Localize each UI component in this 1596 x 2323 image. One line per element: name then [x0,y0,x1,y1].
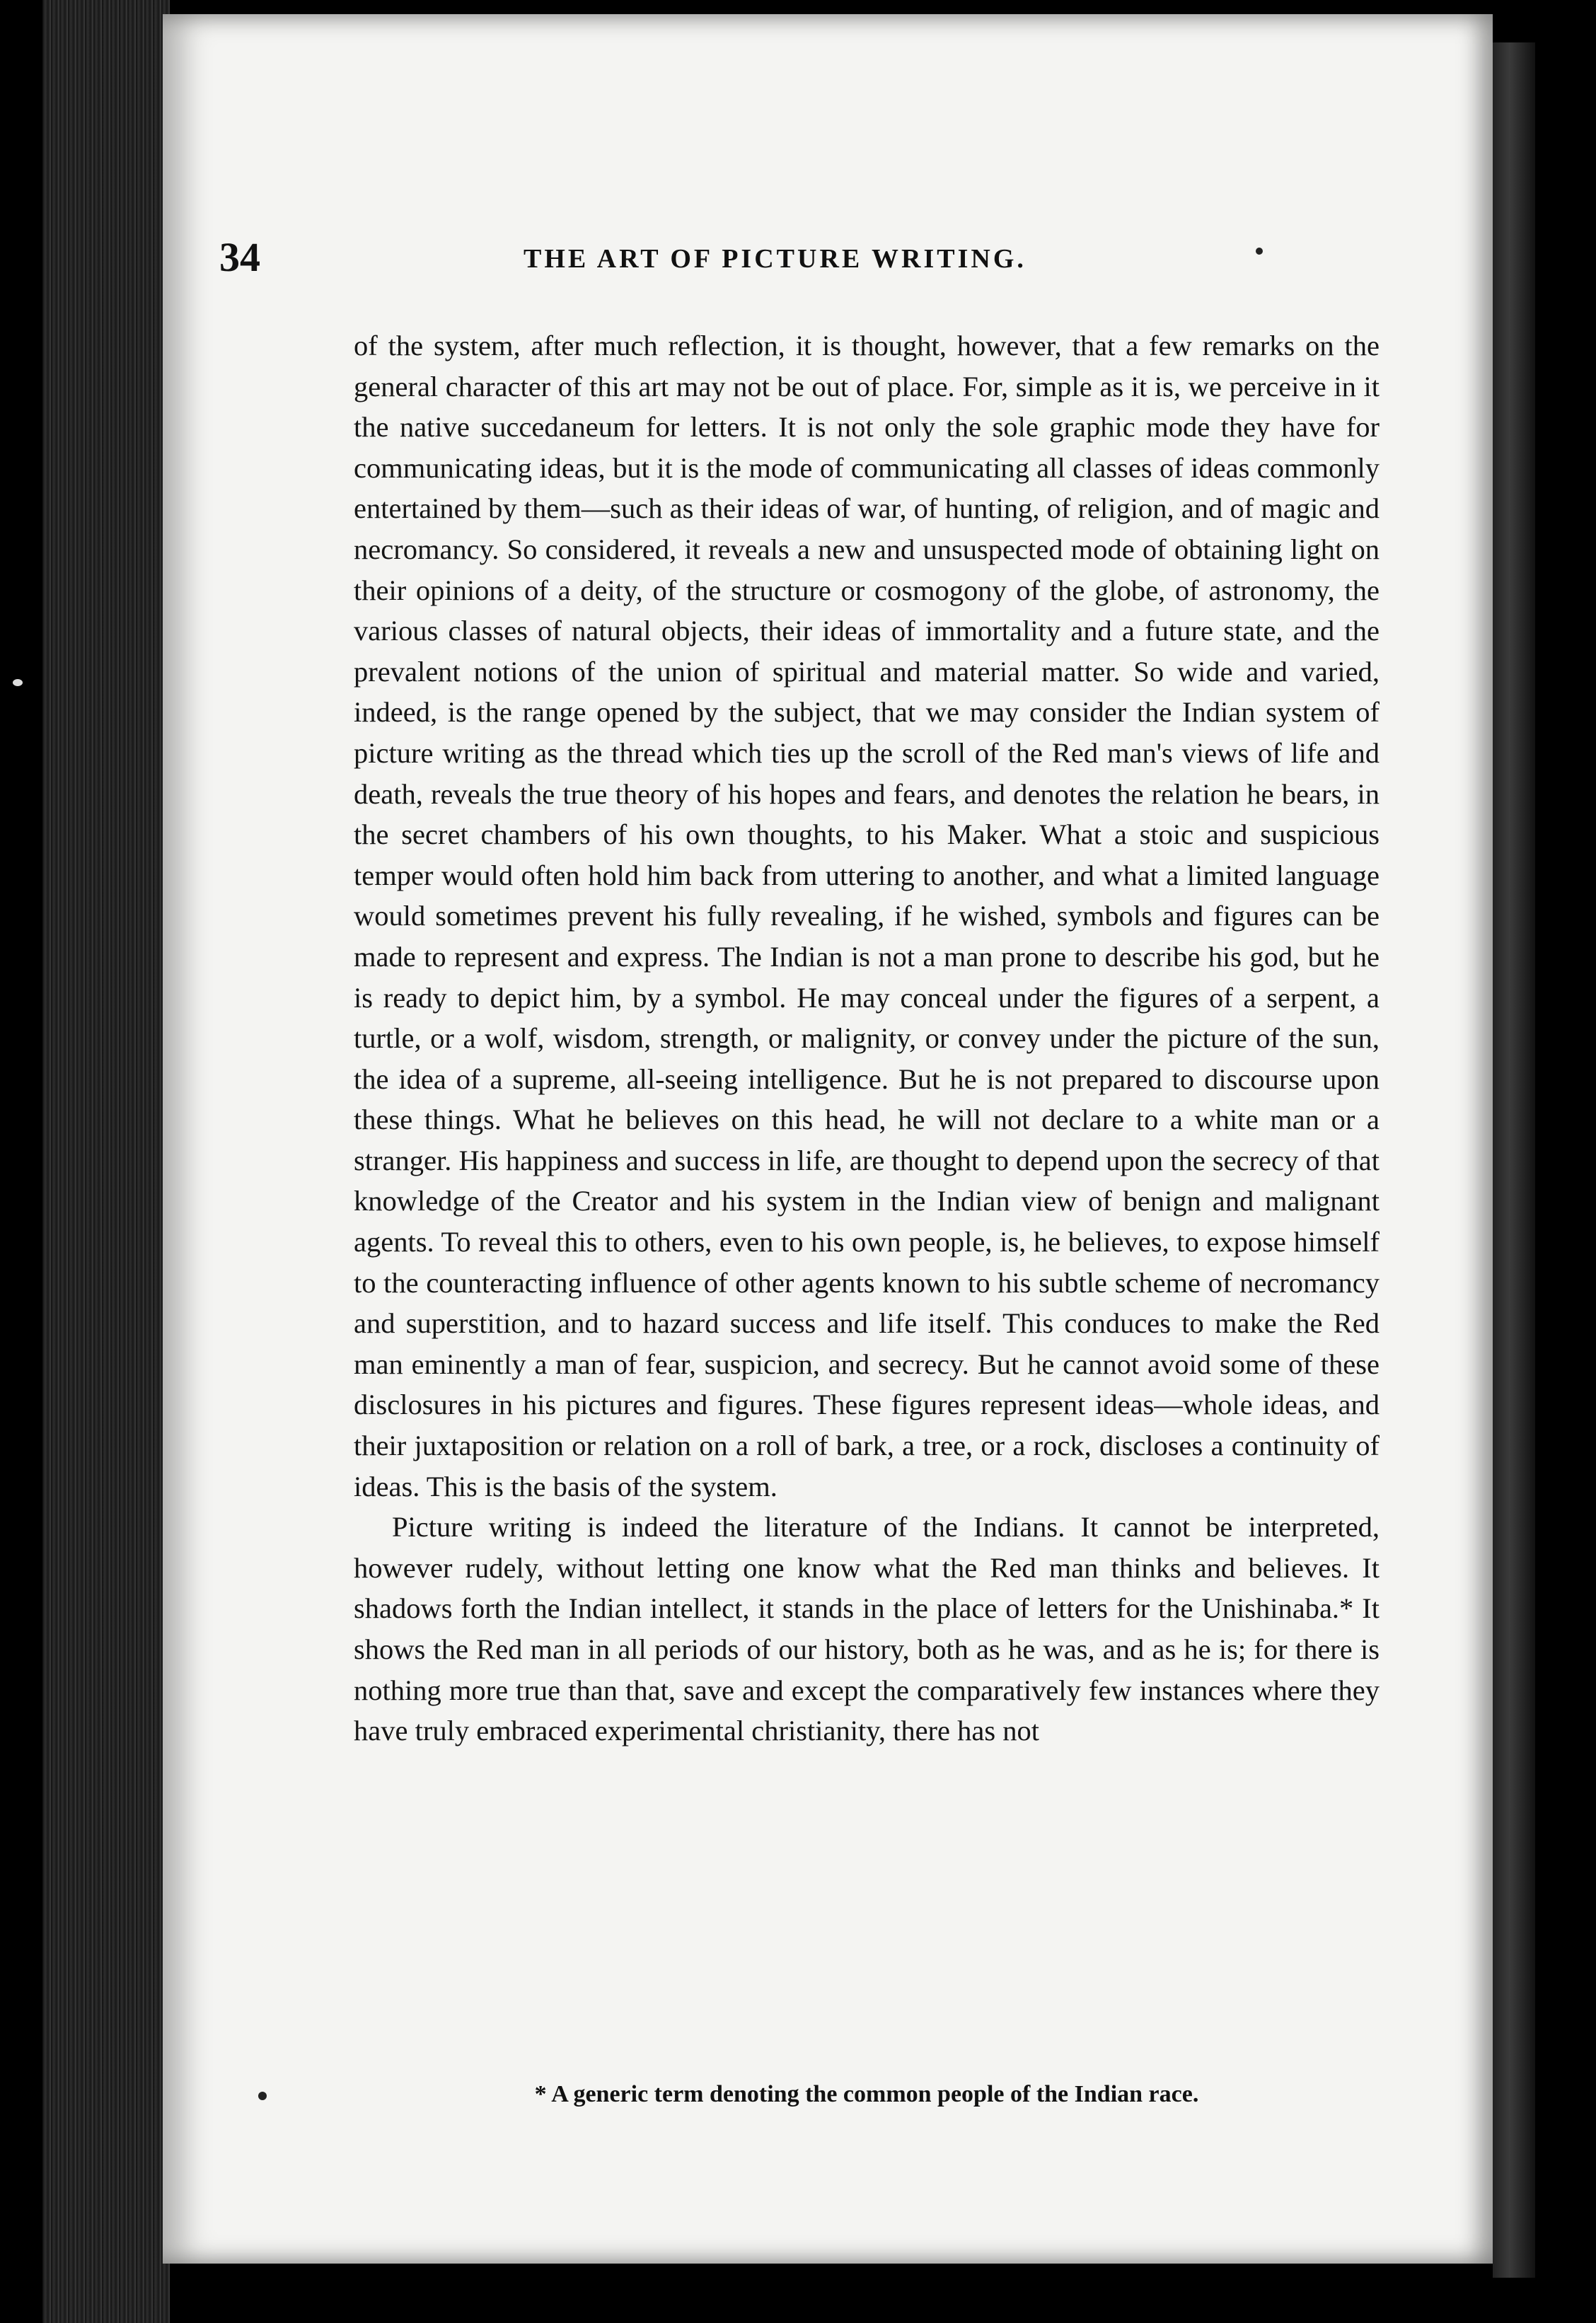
running-head: THE ART OF PICTURE WRITING. [524,244,1027,274]
dust-speck [1256,248,1263,255]
paragraph-1: of the system, after much reflection, it is thought, however, that a few remarks on the general character of this art may not be out of place. For, simple as it is, we perceive in it the native succedaneum for letters. It is not only the sole graphic mode they have for communicating ideas, but it is the mode of communicating all classes of ideas commonly entertained by them—such as their ideas of war, of hunting, of religion, and of magic and necromancy. So considered, it reveals a new and unsuspected mode of obtaining light on their opinions of a deity, of the structure or cosmogony of the globe, of astronomy, the various classes of natural objects, their ideas of immortality and a future state, and the prevalent notions of the union of spiritual and material matter. So wide and varied, indeed, is the range opened by the subject, that we may consider the Indian system of picture writing as the thread which ties up the scroll of the Red man's views of life and death, reveals the true theory of his hopes and fears, and denotes the relation he bears, in the secret chambers of his own thoughts, to his Maker. What a stoic and suspicious temper would often hold him back from uttering to another, and what a limited language would sometimes prevent his fully revealing, if he wished, symbols and figures can be made to represent and express. The Indian is not a man prone to describe his god, but he is ready to depict him, by a symbol. He may conceal under the figures of a serpent, a turtle, or a wolf, wisdom, strength, or malignity, or convey under the picture of the sun, the idea of a supreme, all-seeing intelligence. But he is not prepared to discourse upon these things. What he believes on this head, he will not declare to a white man or a stranger. His happiness and success in life, are thought to depend upon the secrecy of that knowledge of the Creator and his system in the Indian view of benign and malignant agents. To reveal this to others, even to his own people, is, he believes, to expose himself to the counteracting influence of other agents known to his subtle scheme of necromancy and superstition, and to hazard success and life itself. This conduces to make the Red man eminently a man of fear, suspicion, and secrecy. But he cannot avoid some of these disclosures in his pictures and figures. These figures represent ideas—whole ideas, and their juxtaposition or relation on a roll of bark, a tree, or a rock, discloses a continuity of ideas. This is the basis of the system. [354,330,1380,1502]
right-page-edge [1493,42,1535,2278]
page-number: 34 [219,234,260,280]
book-binding-edge [42,0,170,2323]
page-header [219,233,1380,311]
body-text [354,325,1380,1751]
dust-speck [13,679,23,686]
paragraph-2: Picture writing is indeed the literature of the Indians. It cannot be interpreted, however rudely, without letting one know what the Red man thinks and believes. It shadows forth the Indian intellect, it stands in the place of letters for the Unishinaba.* It shows the Red man in all periods of our history, both as he was, and as he is; for there is nothing more true than that, save and except the comparatively few instances where they have truly embraced experimental christianity, there has not [354,1511,1380,1747]
footnote: * A generic term denoting the common people of the Indian race. [534,2081,1199,2107]
dust-speck [258,2092,267,2100]
